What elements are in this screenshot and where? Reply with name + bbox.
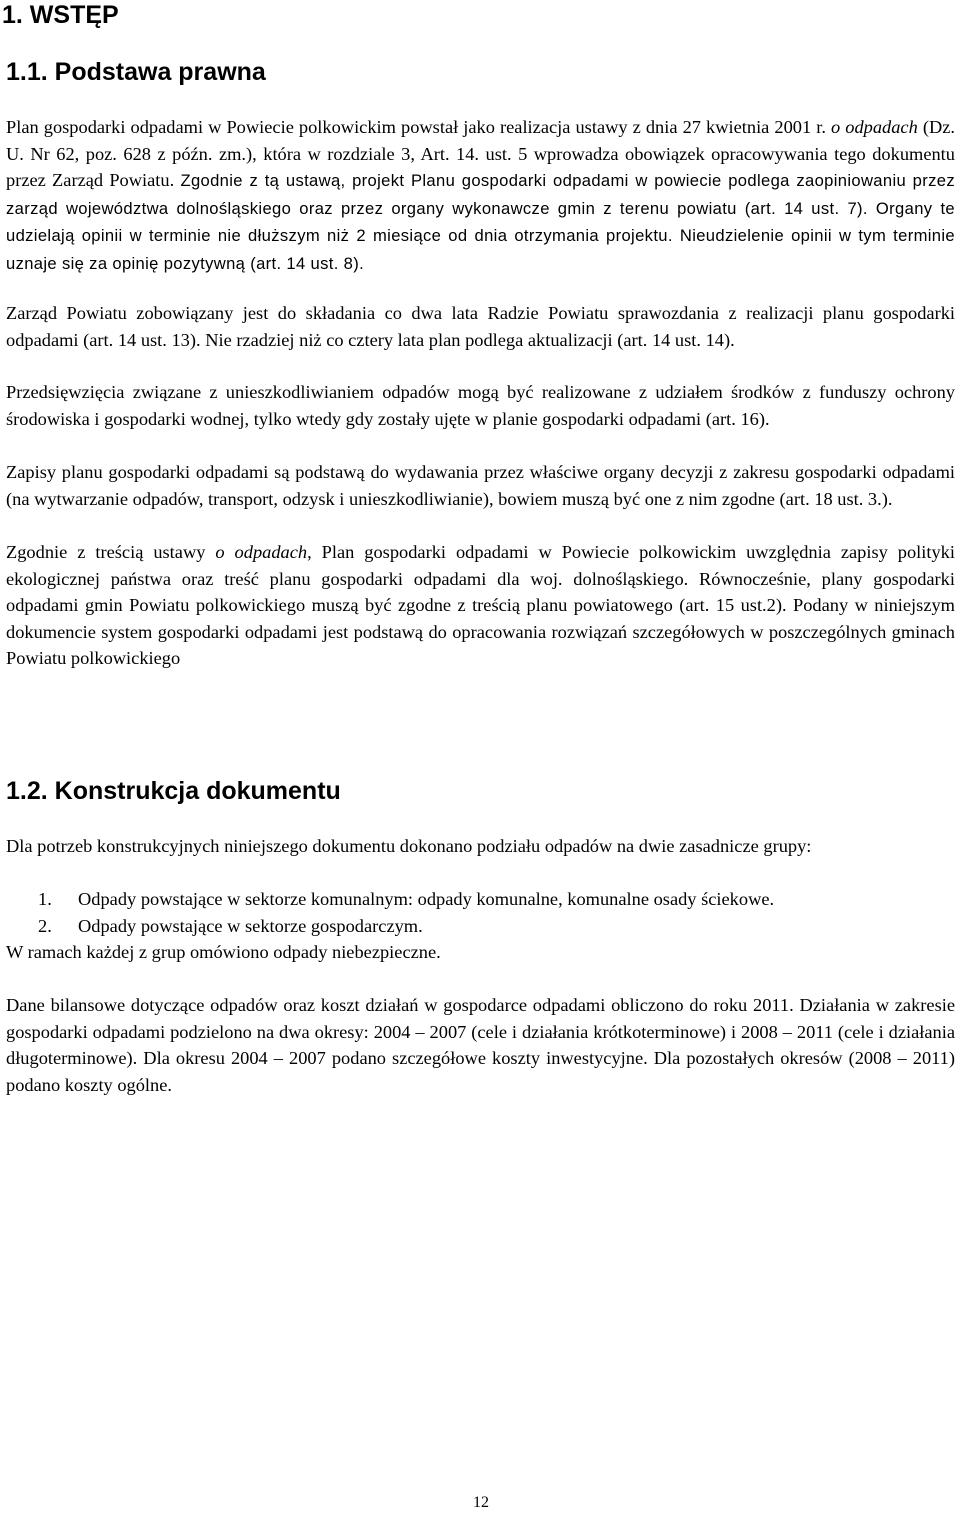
waste-groups-list [6,886,955,939]
paragraph-legal-basis-2 [6,300,955,353]
paragraph-legal-basis-3 [6,379,955,432]
paragraph-balance-data [6,992,955,1098]
paragraph-legal-basis-5 [6,539,955,672]
list-item-number: 1. [38,889,52,909]
list-item [6,886,955,913]
p1-part-sans: Zgodnie z tą ustawą, projekt Planu gospodarki odpadami w powiecie podlega zaopiniowaniu przez zarząd województwa dolnośląskiego oraz przez organy wykonawcze gmin z terenu powiatu (art. 14 ust. 7). Organy te udzielają opinii w terminie nie dłuższym niż 2 miesiące od dnia otrzymania projektu. Nieudzielenie opinii w tym terminie uznaje się za opinię pozytywną (art. 14 ust. 8). [6,171,955,273]
list-item-text: Odpady powstające w sektorze gospodarczym. [78,915,423,936]
structure-intro-text: Dla potrzeb konstrukcyjnych niniejszego dokumentu dokonano podziału odpadów na dwie zasadnicze grupy: [6,836,812,856]
list-item-text: Odpady powstające w sektorze komunalnym: odpady komunalne, komunalne osady ściekowe. [78,889,775,909]
chapter-heading: 1. WSTĘP [2,1,119,29]
page-number: 12 [473,1494,489,1511]
p5-part-b: , Plan gospodarki odpadami w Powiecie polkowickim uwzględnia zapisy polityki ekologicznej państwa oraz treść planu gospodarki odpadami dla woj. dolnośląskiego. Równocześnie, plany gospodarki odpadami gmin Powiatu polkowickiego muszą być zgodne z treścią planu powiatowego (art. 15 ust.2). Podany w niniejszym dokumencie system gospodarki odpadami jest podstawą do opracowania rozwiązań szczegółowych w poszczególnych gminach Powiatu polkowickiego [6,542,955,668]
p1-italic-act-title: o odpadach [831,117,918,137]
list-item [6,913,955,940]
p5-text [6,539,955,672]
paragraph-after-list [6,939,955,966]
p3-text: Przedsięwzięcia związane z unieszkodliwianiem odpadów mogą być realizowane z udziałem środków z funduszy ochrony środowiska i gospodarki wodnej, tylko wtedy gdy zostały ujęte w planie gospodarki odpadami (art. 16). [6,382,955,429]
section-heading-legal-basis: 1.1. Podstawa prawna [6,58,266,86]
p2-text: Zarząd Powiatu zobowiązany jest do składania co dwa lata Radzie Powiatu sprawozdania z realizacji planu gospodarki odpadami (art. 14 ust. 13). Nie rzadziej niż co cztery lata plan podlega aktualizacji (art. 14 ust. 14). [6,303,955,350]
paragraph-legal-basis-4 [6,459,955,512]
section-heading-document-structure: 1.2. Konstrukcja dokumentu [6,777,341,805]
paragraph-structure-intro [6,833,955,860]
balance-data-text: Dane bilansowe dotyczące odpadów oraz koszt działań w gospodarce odpadami obliczono do roku 2011. Działania w zakresie gospodarki odpadami podzielono na dwa okresy: 2004 – 2007 (cele i działania krótkoterminowe) i 2008 – 2011 (cele i działania długoterminowe). Dla okresu 2004 – 2007 podano szczegółowe koszty inwestycyjne. Dla pozostałych okresów (2008 – 2011) podano koszty ogólne. [6,995,955,1095]
p5-part-a: Zgodnie z treścią ustawy [6,542,216,562]
p1-part-b: (Dz. U. Nr 62, poz. 628 z późn. zm.), która w rozdziale 3, Art. 14. ust. 5 wprowadza obowiązek opracowywania tego dokumentu przez Zarząd Powiatu. [6,117,956,190]
paragraph-legal-basis-1 [6,114,955,277]
p5-italic-act-title: o odpadach [215,542,308,562]
after-list-text: W ramach każdej z grup omówiono odpady niebezpieczne. [6,942,441,962]
p4-text: Zapisy planu gospodarki odpadami są podstawą do wydawania przez właściwe organy decyzji z zakresu gospodarki odpadami (na wytwarzanie odpadów, transport, odzysk i unieszkodliwianie), bowiem muszą być one z nim zgodne (art. 18 ust. 3.). [6,462,955,509]
p1-part-a: Plan gospodarki odpadami w Powiecie polkowickim powstał jako realizacja ustawy z dnia 27 kwietnia 2001 r. [6,117,831,137]
list-item-number: 2. [38,915,52,936]
